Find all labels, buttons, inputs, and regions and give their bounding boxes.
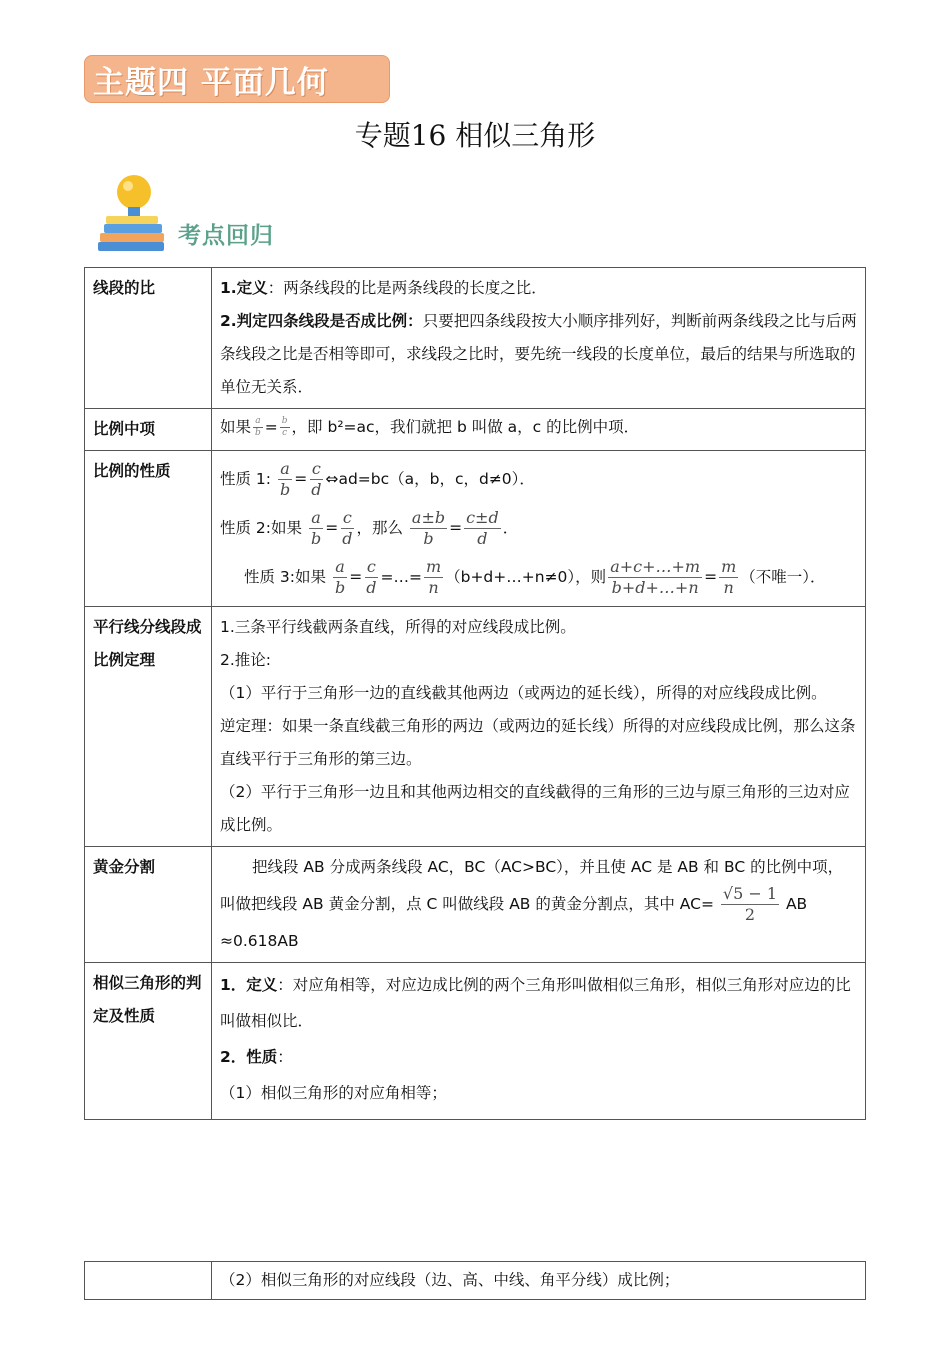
row-content	[212, 607, 866, 847]
definition-label: 1.定义	[220, 279, 268, 297]
table-row	[85, 607, 866, 847]
property-1: 性质 1: $\frac{a}{b}$ = $\frac{c}{d}$ ⇔ad=bc（a，b，c，d≠0）．	[220, 459, 535, 499]
table-row	[85, 451, 866, 607]
golden-ratio-text: 把线段 AB 分成两条线段 AC，BC（AC>BC），并且使 AC 是 AB 和 BC 的比例中项，叫做把线段 AB 黄金分割，点 C 叫做线段 AB 的黄金分割点，其中 AC=	[220, 858, 844, 913]
equals-sign: =	[264, 418, 278, 436]
topic-banner	[84, 55, 390, 103]
property-1: （1）相似三角形的对应角相等；	[220, 1084, 447, 1102]
definition-text: ：两条线段的比是两条线段的长度之比．	[267, 279, 547, 297]
row-head	[85, 1262, 212, 1300]
property-2: 性质 2:如果 $\frac{a}{b}$ = $\frac{c}{d}$ ，那么 $\frac{a\pm b}{b}$ = $\frac{c\pm d}{d}$ ．	[220, 508, 519, 548]
table-row	[85, 847, 866, 963]
text: ，即 b²=ac，我们就把 b 叫做 a，c 的比例中项．	[291, 418, 640, 436]
page-title: 专题16 相似三角形	[354, 119, 596, 152]
knowledge-table	[84, 267, 866, 1120]
corollary-1: （1）平行于三角形一边的直线截其他两边（或两边的延长线），所得的对应线段成比例。	[220, 684, 827, 702]
row-content	[212, 451, 866, 607]
corollary-2: （2）平行于三角形一边且和其他两边相交的直线截得的三角形的三边与原三角形的三边对应成比例。	[220, 783, 850, 834]
table-row	[85, 409, 866, 451]
table-row	[85, 1262, 866, 1300]
corollary-label: 2.推论:	[220, 651, 272, 669]
review-label: 考点回归	[178, 223, 274, 249]
table-row	[85, 963, 866, 1120]
definition-line: 1．定义：对应角相等，对应边成比例的两个三角形叫做相似三角形，相似三角形对应边的比叫做相似比．	[220, 976, 851, 1030]
lightbulb-books-icon	[94, 172, 174, 257]
row-content	[212, 847, 866, 963]
row-head: 比例中项	[85, 409, 212, 451]
row-head: 平行线分线段成比例定理	[85, 607, 212, 847]
criterion-text: 只要把四条线段按大小顺序排列好，判断前两条线段之比与后两条线段之比是否相等即可，求线段之比时，要先统一线段的长度单位，最后的结果与所选取的单位无关系．	[220, 312, 857, 396]
property-3: 性质 3:如果 $\frac{a}{b}$ = $\frac{c}{d}$ =…= $\frac{m}{n}$ （b+d+…+n≠0），则 $\frac{a+c+\dots+m}{b+d+\dots+n}$ = $\frac{m}{n}$ （不唯一）．	[244, 557, 826, 597]
table-row	[85, 268, 866, 409]
property-label-line: 2．性质：	[220, 1048, 293, 1066]
row-content	[212, 268, 866, 409]
row-content: （2）相似三角形的对应线段（边、高、中线、角平分线）成比例；	[212, 1262, 866, 1300]
text: 如果	[220, 418, 252, 436]
criterion-label: 2.判定四条线段是否成比例：	[220, 312, 423, 330]
knowledge-table-continued	[84, 1261, 866, 1300]
golden-ratio-fraction: $\frac{√5 - 1}{2}$	[722, 884, 778, 924]
golden-ratio-value: AB ≈0.618AB	[220, 895, 808, 950]
converse-theorem: 逆定理：如果一条直线截三角形的两边（或两边的延长线）所得的对应线段成比例，那么这条直线平行于三角形的第三边。	[220, 717, 856, 768]
row-head: 相似三角形的判定及性质	[85, 963, 212, 1120]
criterion-line	[220, 305, 857, 404]
fraction-a-b: $\frac{a}{b}$	[255, 416, 261, 438]
fraction-b-c: $\frac{b}{c}$	[281, 416, 288, 438]
row-content	[212, 409, 866, 451]
row-content	[212, 963, 866, 1120]
review-header	[94, 172, 294, 257]
topic-banner-label: 主题四 平面几何	[93, 64, 329, 101]
theorem-line: 1.三条平行线截两条直线，所得的对应线段成比例。	[220, 618, 576, 636]
definition-line	[220, 272, 857, 305]
row-head: 黄金分割	[85, 847, 212, 963]
row-head: 比例的性质	[85, 451, 212, 607]
row-head: 线段的比	[85, 268, 212, 409]
